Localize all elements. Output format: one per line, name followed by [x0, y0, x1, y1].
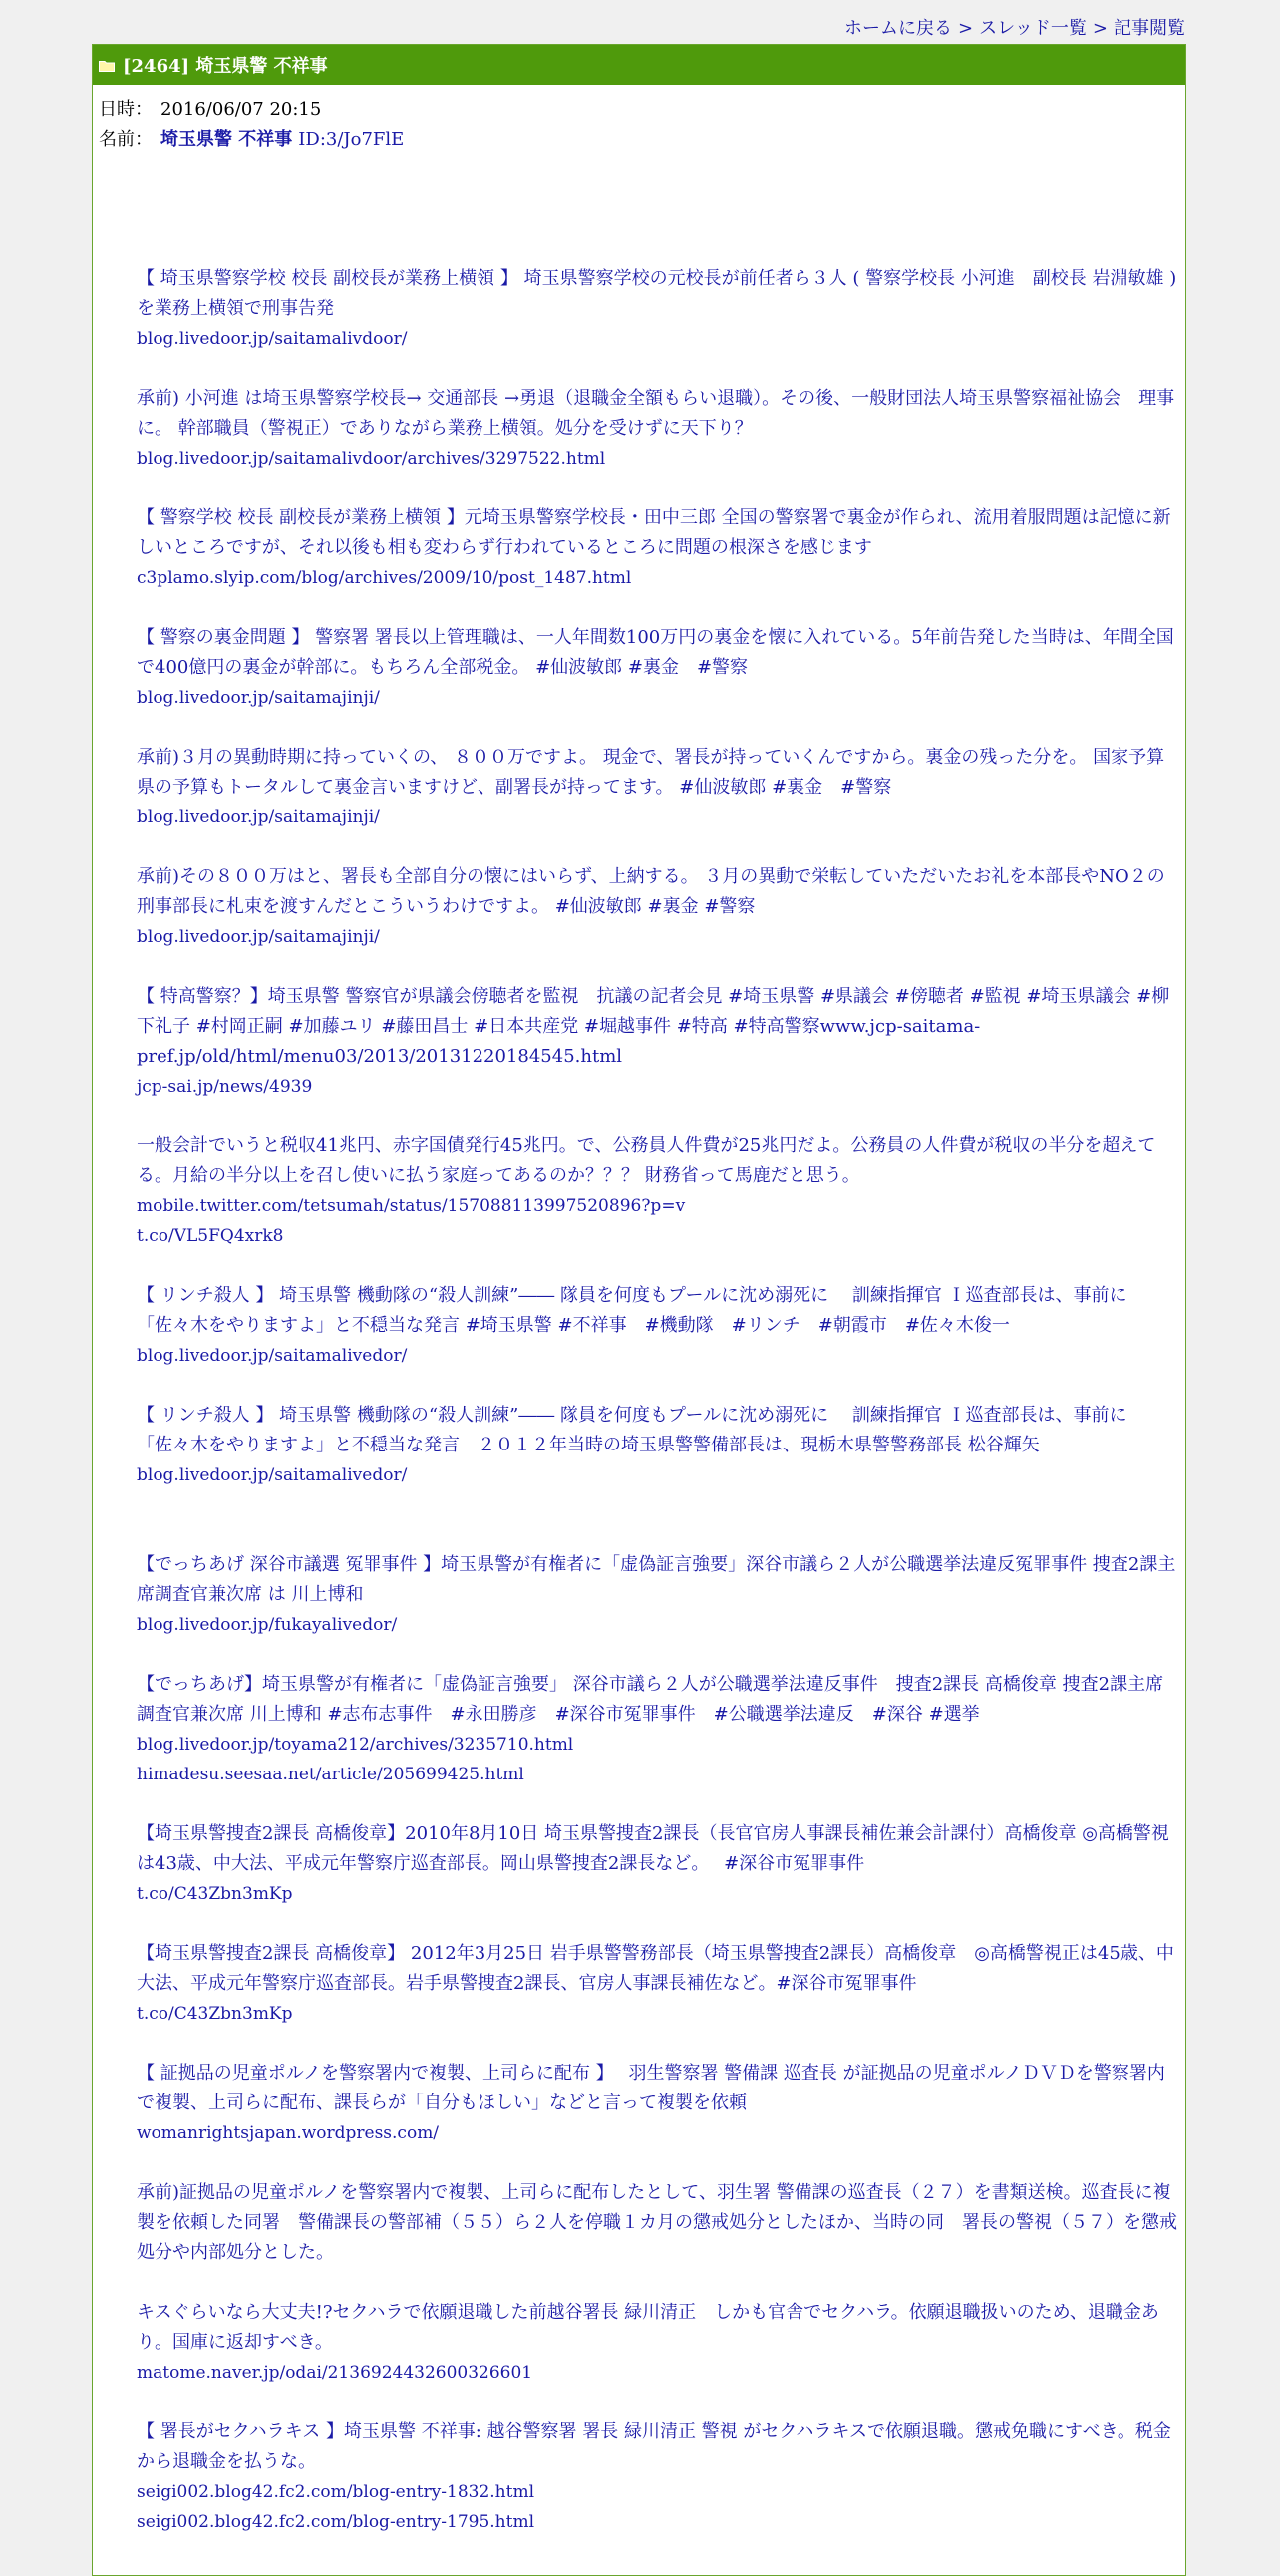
post-paragraph: [137, 1819, 1179, 1909]
post-text: 【埼玉県警捜査2課長 高橋俊章】2010年8月10日 埼玉県警捜査2課長（長官官房人事課長補佐兼会計課付）高橋俊章 ◎高橋警視は43歳、中大法、平成元年警察庁巡査部長。岡山県警捜査2課長など。 #深谷市冤罪事件: [137, 1823, 1169, 1874]
post-text: 承前)３月の異動時期に持っていくの、 ８００万ですよ。 現金で、署長が持っていくんですから。裏金の残った分を。 国家予算県の予算もトータルして裏金言いますけど、副署長が持ってます。 #仙波敏郎 #裏金 #警察: [137, 747, 1165, 798]
thread-header: [93, 45, 1185, 85]
post-paragraph: [137, 1550, 1179, 1640]
post-text: 承前)証拠品の児童ポルノを警察署内で複製、上司らに配布したとして、羽生署 警備課の巡査長（２７）を書類送検。巡査長に複製を依頼した同署 警備課長の警部補（５５）ら２人を停職１カ月の懲戒処分としたほか、当時の同 署長の警視（５７）を懲戒処分や内部処分とした。: [137, 2182, 1177, 2263]
post-body: [93, 155, 1185, 2537]
post-link[interactable]: blog.livedoor.jp/saitamalivdoor/: [137, 329, 408, 349]
post-text: 【でっちあげ 深谷市議選 冤罪事件 】埼玉県警が有権者に「虚偽証言強要」深谷市議ら２人が公職選挙法違反冤罪事件 捜査2課主席調査官兼次席 は 川上博和: [137, 1554, 1176, 1605]
post-link[interactable]: blog.livedoor.jp/saitamalivedor/: [137, 1465, 408, 1485]
post-link[interactable]: himadesu.seesaa.net/article/205699425.html: [137, 1765, 524, 1784]
post-link[interactable]: mobile.twitter.com/tetsumah/status/157088113997520896?p=v: [137, 1196, 686, 1216]
post-link[interactable]: t.co/C43Zbn3mKp: [137, 2004, 293, 2024]
post-text: 【でっちあげ】埼玉県警が有権者に「虚偽証言強要」 深谷市議ら２人が公職選挙法違反事件 捜査2課長 高橋俊章 捜査2課主席調査官兼次席 川上博和 #志布志事件 #永田勝彦 #深谷市冤罪事件 #公職選挙法違反 #深谷 #選挙: [137, 1674, 1164, 1725]
post-text: 承前)その８００万はと、署長も全部自分の懐にはいらず、上納する。 ３月の異動で栄転していただいたお礼を本部長やNO２の刑事部長に札束を渡すんだとこういうわけですよ。 #仙波敏郎 #裏金 #警察: [137, 866, 1165, 917]
name-label: 名前：: [99, 129, 153, 150]
post-text: 【埼玉県警捜査2課長 高橋俊章】 2012年3月25日 岩手県警警務部長（埼玉県警捜査2課長）高橋俊章 ◎高橋警視正は45歳、中大法、平成元年警察庁巡査部長。岩手県警捜査2課長、官房人事課長補佐など。#深谷市冤罪事件: [137, 1943, 1174, 1994]
date-row: [99, 95, 1179, 125]
folder-icon: [99, 60, 115, 72]
post-link[interactable]: seigi002.blog42.fc2.com/blog-entry-1832.html: [137, 2482, 535, 2502]
post-paragraph: [137, 503, 1179, 593]
home-link[interactable]: ホームに戻る: [843, 18, 952, 39]
post-text: 承前) 小河進 は埼玉県警察学校長→ 交通部長 →勇退（退職金全額もらい退職）。その後、一般財団法人埼玉県警察福祉協会 理事に。 幹部職員（警視正）でありながら業務上横領。処分を受けずに天下り？: [137, 388, 1175, 439]
post-paragraph: [137, 862, 1179, 952]
post-link[interactable]: seigi002.blog42.fc2.com/blog-entry-1795.html: [137, 2512, 535, 2532]
post-meta: [93, 85, 1185, 155]
breadcrumb-separator: >: [957, 18, 974, 39]
post-paragraph: [137, 2178, 1179, 2268]
name-row: [99, 125, 1179, 155]
post-link[interactable]: blog.livedoor.jp/saitamajinji/: [137, 688, 380, 708]
post-text: 【 警察の裏金問題 】 警察署 署長以上管理職は、一人年間数100万円の裏金を懐に入れている。5年前告発した当時は、年間全国で400億円の裏金が幹部に。もちろん全部税金。 #仙波敏郎 #裏金 #警察: [137, 627, 1174, 678]
post-link[interactable]: womanrightsjapan.wordpress.com/: [137, 2123, 440, 2143]
post-link[interactable]: blog.livedoor.jp/saitamajinji/: [137, 807, 380, 827]
thread-panel: [92, 44, 1186, 2576]
breadcrumb: [844, 14, 1185, 40]
post-text: キスぐらいなら大丈夫!?セクハラで依願退職した前越谷署長 緑川清正 しかも官舎でセクハラ。依願退職扱いのため、退職金あり。国庫に返却すべき。: [137, 2302, 1159, 2353]
post-text: 【 リンチ殺人 】 埼玉県警 機動隊の“殺人訓練”―― 隊員を何度もプールに沈め溺死に 訓練指揮官 Ｉ巡査部長は、事前に「佐々木をやりますよ」と不穏当な発言 #埼玉県警 #不祥事 #機動隊 #リンチ #朝霞市 #佐々木俊一: [137, 1285, 1127, 1336]
post-text: 【 警察学校 校長 副校長が業務上横領 】元埼玉県警察学校長・田中三郎 全国の警察署で裏金が作られ、流用着服問題は記憶に新しいところですが、それ以後も相も変わらず行われているところに問題の根深さを感じます: [137, 507, 1171, 558]
post-paragraph: [137, 1670, 1179, 1789]
thread-list-link[interactable]: スレッド一覧: [979, 18, 1087, 39]
post-link[interactable]: t.co/C43Zbn3mKp: [137, 1884, 293, 1904]
post-paragraph: [137, 743, 1179, 832]
post-link[interactable]: c3plamo.slyip.com/blog/archives/2009/10/post_1487.html: [137, 568, 632, 588]
post-date: 2016/06/07 20:15: [160, 99, 322, 120]
post-link[interactable]: matome.naver.jp/odai/2136924432600326601: [137, 2363, 533, 2383]
post-paragraph: [137, 1939, 1179, 2029]
poster-name: 埼玉県警 不祥事: [160, 129, 293, 150]
post-link[interactable]: blog.livedoor.jp/toyama212/archives/3235710.html: [137, 1735, 574, 1755]
post-text: 【 埼玉県警察学校 校長 副校長が業務上横領 】 埼玉県警察学校の元校長が前任者ら３人 ( 警察学校長 小河進 副校長 岩淵敏雄 ) を業務上横領で刑事告発: [137, 268, 1177, 319]
post-paragraph: [137, 264, 1179, 354]
post-paragraph: [137, 384, 1179, 474]
post-link[interactable]: blog.livedoor.jp/saitamalivedor/: [137, 1346, 408, 1366]
date-label: 日時：: [99, 99, 153, 120]
post-paragraph: [137, 2417, 1179, 2537]
post-paragraph: [137, 1401, 1179, 1490]
post-text: 【 署長がセクハラキス 】埼玉県警 不祥事: 越谷警察署 署長 緑川清正 警視 がセクハラキスで依願退職。懲戒免職にすべき。税金から退職金を払うな。: [137, 2421, 1171, 2472]
current-page-link[interactable]: 記事閲覧: [1114, 18, 1185, 39]
post-paragraph: [137, 623, 1179, 713]
post-link[interactable]: blog.livedoor.jp/fukayalivedor/: [137, 1615, 398, 1635]
post-text: 【 証拠品の児童ポルノを警察署内で複製、上司らに配布 】 羽生警察署 警備課 巡査長 が証拠品の児童ポルノＤＶＤを警察署内で複製、上司らに配布、課長らが「自分もほしい」などと言って複製を依頼: [137, 2063, 1165, 2113]
post-link[interactable]: t.co/VL5FQ4xrk8: [137, 1226, 284, 1246]
post-link[interactable]: jcp-sai.jp/news/4939: [137, 1077, 313, 1097]
poster-id: ID:3/Jo7FlE: [298, 129, 405, 150]
post-paragraph: [137, 2059, 1179, 2148]
post-text: 【 特高警察？】埼玉県警 警察官が県議会傍聴者を監視 抗議の記者会見 #埼玉県警 #県議会 #傍聴者 #監視 #埼玉県議会 #柳下礼子 #村岡正嗣 #加藤ユリ #藤田昌士 #日本共産党 #堀越事件 #特高 #特高警察www.jcp-saitama-pref.jp/old/html/menu03/2013/20131220184545.html: [137, 986, 1170, 1067]
post-text: 【 リンチ殺人 】 埼玉県警 機動隊の“殺人訓練”―― 隊員を何度もプールに沈め溺死に 訓練指揮官 Ｉ巡査部長は、事前に「佐々木をやりますよ」と不穏当な発言 ２０１２年当時の埼玉県警警備部長は、現栃木県警警務部長 松谷輝矢: [137, 1405, 1127, 1455]
post-paragraph: [137, 982, 1179, 1102]
post-paragraph: [137, 1131, 1179, 1251]
post-link[interactable]: blog.livedoor.jp/saitamalivdoor/archives/3297522.html: [137, 449, 606, 469]
post-text: 一般会計でいうと税収41兆円、赤字国債発行45兆円。で、公務員人件費が25兆円だよ。公務員の人件費が税収の半分を超えてる。月給の半分以上を召し使いに払う家庭ってあるのか？？？ 財務省って馬鹿だと思う。: [137, 1135, 1156, 1186]
post-paragraph: [137, 2298, 1179, 2388]
post-paragraph: [137, 1281, 1179, 1371]
breadcrumb-separator: >: [1092, 18, 1108, 39]
post-link[interactable]: blog.livedoor.jp/saitamajinji/: [137, 927, 380, 947]
thread-title: [2464] 埼玉県警 不祥事: [123, 56, 328, 77]
